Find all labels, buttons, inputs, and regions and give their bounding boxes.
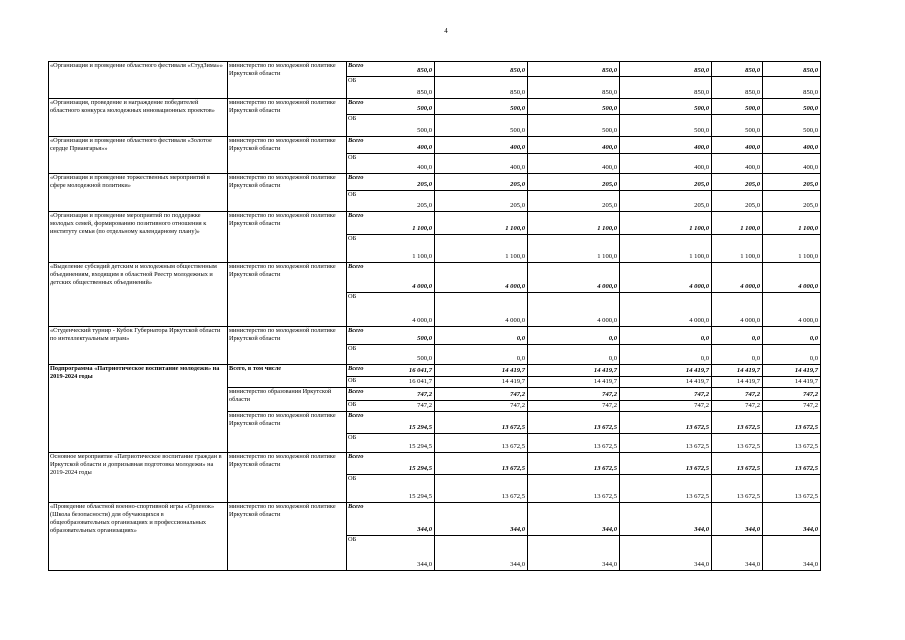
value-cell: 15 294,5	[408, 465, 432, 472]
value-cell: 747,2	[602, 402, 617, 409]
value-cell: 13 672,5	[794, 465, 818, 472]
value-cell: 747,2	[694, 391, 709, 398]
value-cell: 1 100,0	[740, 253, 760, 260]
total-label: Всего	[348, 412, 364, 419]
budget-label: ОБ	[348, 191, 357, 198]
value-cell: 400,0	[803, 164, 818, 171]
value-cell: 13 672,5	[593, 493, 617, 500]
value-cell: 400,0	[803, 144, 818, 151]
value-cell: 4 000,0	[689, 317, 709, 324]
value-cell: 400,0	[602, 164, 617, 171]
table-rule	[346, 535, 821, 536]
value-cell: 13 672,5	[736, 493, 760, 500]
value-cell: 0,0	[516, 355, 525, 362]
row-name: Основное мероприятие «Патриотическое воспитание граждан в Иркутской области и допризывная подготовка молодежи» на 2019-2024 годы	[50, 453, 222, 476]
value-cell: 13 672,5	[501, 465, 525, 472]
row-name: «Выделение субсидий детским и молодежным общественным объединениям, входящим в областной Реестр молодежных и детских общественных объединений»	[50, 263, 217, 286]
total-label: Всего	[348, 327, 364, 334]
total-label: Всего	[348, 62, 364, 69]
value-cell: 13 672,5	[794, 424, 818, 431]
value-cell: 0,0	[608, 355, 617, 362]
table-rule	[346, 400, 821, 401]
value-cell: 205,0	[602, 181, 617, 188]
value-cell: 344,0	[694, 526, 709, 533]
budget-label: ОБ	[348, 293, 357, 300]
value-cell: 13 672,5	[794, 493, 818, 500]
row-executor: министерство по молодежной политике Иркутской области	[229, 99, 336, 114]
value-cell: 0,0	[608, 335, 617, 342]
row-name: «Организация, проведение и награждение победителей областного конкурса молодежных инновационных проектов»	[50, 99, 215, 114]
value-cell: 14 419,7	[685, 367, 709, 374]
value-cell: 400,0	[417, 164, 432, 171]
value-cell: 1 100,0	[798, 225, 818, 232]
row-name: «Организация и проведение областного фестиваля «Золотое сердце Приангарья»»	[50, 137, 212, 152]
value-cell: 500,0	[803, 127, 818, 134]
value-cell: 850,0	[602, 67, 617, 74]
table-rule	[434, 61, 435, 570]
value-cell: 0,0	[751, 335, 760, 342]
value-cell: 0,0	[700, 335, 709, 342]
value-cell: 500,0	[694, 127, 709, 134]
row-executor: министерство по молодежной политике Иркутской области	[229, 412, 336, 427]
table-rule	[346, 376, 821, 377]
value-cell: 344,0	[510, 561, 525, 568]
value-cell: 344,0	[602, 526, 617, 533]
row-executor: министерство по молодежной политике Иркутской области	[229, 212, 336, 227]
value-cell: 1 100,0	[597, 225, 617, 232]
total-label: Всего	[348, 174, 364, 181]
total-label: Всего	[348, 212, 364, 219]
value-cell: 13 672,5	[593, 443, 617, 450]
value-cell: 205,0	[417, 181, 432, 188]
value-cell: 0,0	[700, 355, 709, 362]
value-cell: 205,0	[417, 202, 432, 209]
value-cell: 205,0	[745, 181, 760, 188]
value-cell: 4 000,0	[505, 283, 525, 290]
value-cell: 15 294,5	[408, 424, 432, 431]
value-cell: 500,0	[745, 105, 760, 112]
value-cell: 4 000,0	[740, 317, 760, 324]
value-cell: 500,0	[417, 355, 432, 362]
row-executor: Всего, в том числе	[229, 365, 282, 372]
value-cell: 13 672,5	[736, 424, 760, 431]
value-cell: 344,0	[803, 526, 818, 533]
value-cell: 4 000,0	[689, 283, 709, 290]
value-cell: 500,0	[417, 105, 432, 112]
value-cell: 344,0	[417, 526, 432, 533]
value-cell: 400,0	[694, 164, 709, 171]
value-cell: 4 000,0	[798, 283, 818, 290]
value-cell: 0,0	[516, 335, 525, 342]
budget-label: ОБ	[348, 536, 357, 543]
value-cell: 344,0	[602, 561, 617, 568]
row-executor: министерство по молодежной политике Иркутской области	[229, 453, 336, 468]
value-cell: 1 100,0	[412, 225, 432, 232]
value-cell: 4 000,0	[597, 317, 617, 324]
value-cell: 14 419,7	[794, 367, 818, 374]
value-cell: 0,0	[751, 355, 760, 362]
value-cell: 205,0	[803, 202, 818, 209]
value-cell: 4 000,0	[505, 317, 525, 324]
value-cell: 344,0	[745, 526, 760, 533]
total-label: Всего	[348, 99, 364, 106]
value-cell: 850,0	[694, 67, 709, 74]
value-cell: 13 672,5	[685, 443, 709, 450]
value-cell: 344,0	[417, 561, 432, 568]
value-cell: 1 100,0	[505, 225, 525, 232]
value-cell: 344,0	[745, 561, 760, 568]
table-rule	[346, 114, 821, 115]
table-rule	[346, 344, 821, 345]
value-cell: 1 100,0	[798, 253, 818, 260]
total-label: Всего	[348, 388, 364, 395]
value-cell: 500,0	[417, 335, 432, 342]
row-name: «Проведение областной военно-спортивной игры «Орленок» (Школа безопасности) для обучающихся в общеобразовательных организациях и профессиональных образовательных организациях»	[50, 503, 215, 534]
value-cell: 13 672,5	[593, 465, 617, 472]
table-rule	[346, 61, 347, 570]
value-cell: 500,0	[510, 105, 525, 112]
value-cell: 500,0	[602, 105, 617, 112]
value-cell: 850,0	[510, 67, 525, 74]
value-cell: 14 419,7	[685, 378, 709, 385]
value-cell: 14 419,7	[794, 378, 818, 385]
value-cell: 205,0	[602, 202, 617, 209]
value-cell: 400,0	[510, 144, 525, 151]
value-cell: 1 100,0	[689, 225, 709, 232]
row-name: Подпрограмма «Патриотическое воспитание молодежи» на 2019-2024 годы	[50, 365, 220, 380]
value-cell: 0,0	[809, 355, 818, 362]
row-name: «Организация и проведение торжественных мероприятий в сфере молодежной политики»	[50, 174, 210, 189]
table-rule	[346, 433, 821, 434]
value-cell: 16 041,7	[408, 367, 432, 374]
row-executor: министерство по молодежной политике Иркутской области	[229, 503, 336, 518]
table-rule	[346, 76, 821, 77]
value-cell: 500,0	[694, 105, 709, 112]
value-cell: 14 419,7	[501, 378, 525, 385]
value-cell: 344,0	[803, 561, 818, 568]
value-cell: 4 000,0	[412, 283, 432, 290]
value-cell: 13 672,5	[736, 443, 760, 450]
row-executor: министерство по молодежной политике Иркутской области	[229, 137, 336, 152]
value-cell: 205,0	[745, 202, 760, 209]
value-cell: 850,0	[417, 89, 432, 96]
value-cell: 400,0	[694, 144, 709, 151]
total-label: Всего	[348, 365, 364, 372]
table-rule	[820, 61, 821, 570]
value-cell: 13 672,5	[685, 465, 709, 472]
table-rule	[48, 61, 49, 570]
value-cell: 747,2	[803, 391, 818, 398]
budget-label: ОБ	[348, 77, 357, 84]
value-cell: 13 672,5	[736, 465, 760, 472]
budget-label: ОБ	[348, 434, 357, 441]
budget-label: ОБ	[348, 401, 357, 408]
value-cell: 205,0	[510, 202, 525, 209]
value-cell: 14 419,7	[736, 378, 760, 385]
value-cell: 850,0	[602, 89, 617, 96]
row-name: «Организация и проведение мероприятий по поддержке молодых семей, формированию позитивного отношения к институту семьи (по отдельному календарному плану)»	[50, 212, 207, 235]
budget-label: ОБ	[348, 115, 357, 122]
value-cell: 747,2	[510, 391, 525, 398]
value-cell: 747,2	[803, 402, 818, 409]
value-cell: 14 419,7	[593, 378, 617, 385]
value-cell: 500,0	[417, 127, 432, 134]
budget-label: ОБ	[348, 377, 357, 384]
row-name: «Студенческий турнир - Кубок Губернатора Иркутской области по интеллектуальным играм»	[50, 327, 221, 342]
budget-label: ОБ	[348, 235, 357, 242]
value-cell: 13 672,5	[501, 443, 525, 450]
table-rule	[619, 61, 620, 570]
table-rule	[48, 570, 821, 571]
value-cell: 500,0	[803, 105, 818, 112]
value-cell: 13 672,5	[794, 443, 818, 450]
value-cell: 850,0	[694, 89, 709, 96]
value-cell: 400,0	[510, 164, 525, 171]
table-rule	[527, 61, 528, 570]
budget-label: ОБ	[348, 475, 357, 482]
table-rule	[346, 153, 821, 154]
row-executor: министерство по молодежной политике Иркутской области	[229, 327, 336, 342]
value-cell: 1 100,0	[412, 253, 432, 260]
value-cell: 205,0	[694, 202, 709, 209]
value-cell: 500,0	[745, 127, 760, 134]
value-cell: 344,0	[694, 561, 709, 568]
value-cell: 850,0	[745, 89, 760, 96]
budget-label: ОБ	[348, 345, 357, 352]
value-cell: 747,2	[510, 402, 525, 409]
value-cell: 400,0	[745, 144, 760, 151]
value-cell: 4 000,0	[597, 283, 617, 290]
page-number: 4	[444, 27, 448, 35]
value-cell: 13 672,5	[501, 493, 525, 500]
value-cell: 747,2	[694, 402, 709, 409]
value-cell: 747,2	[745, 402, 760, 409]
table-rule	[227, 61, 228, 570]
value-cell: 13 672,5	[685, 493, 709, 500]
value-cell: 205,0	[803, 181, 818, 188]
row-executor: министерство по молодежной политике Иркутской области	[229, 263, 336, 278]
value-cell: 344,0	[510, 526, 525, 533]
value-cell: 500,0	[602, 127, 617, 134]
budget-label: ОБ	[348, 154, 357, 161]
value-cell: 850,0	[745, 67, 760, 74]
total-label: Всего	[348, 137, 364, 144]
value-cell: 850,0	[417, 67, 432, 74]
value-cell: 4 000,0	[740, 283, 760, 290]
value-cell: 850,0	[510, 89, 525, 96]
value-cell: 747,2	[417, 391, 432, 398]
row-executor: министерство образования Иркутской области	[229, 388, 332, 403]
total-label: Всего	[348, 503, 364, 510]
value-cell: 15 294,5	[408, 493, 432, 500]
value-cell: 850,0	[803, 89, 818, 96]
total-label: Всего	[348, 263, 364, 270]
value-cell: 205,0	[694, 181, 709, 188]
value-cell: 1 100,0	[505, 253, 525, 260]
value-cell: 15 294,5	[408, 443, 432, 450]
table-rule	[346, 234, 821, 235]
row-name: «Организация и проведение областного фестиваля «СтудЗима»»	[50, 62, 223, 69]
table-rule	[346, 190, 821, 191]
row-executor: министерство по молодежной политике Иркутской области	[229, 174, 336, 189]
value-cell: 14 419,7	[501, 367, 525, 374]
value-cell: 0,0	[809, 335, 818, 342]
total-label: Всего	[348, 453, 364, 460]
value-cell: 500,0	[510, 127, 525, 134]
value-cell: 16 041,7	[408, 378, 432, 385]
value-cell: 13 672,5	[593, 424, 617, 431]
value-cell: 400,0	[745, 164, 760, 171]
value-cell: 850,0	[803, 67, 818, 74]
value-cell: 400,0	[417, 144, 432, 151]
value-cell: 1 100,0	[740, 225, 760, 232]
table-rule	[346, 474, 821, 475]
value-cell: 400,0	[602, 144, 617, 151]
value-cell: 13 672,5	[685, 424, 709, 431]
value-cell: 747,2	[417, 402, 432, 409]
value-cell: 14 419,7	[736, 367, 760, 374]
value-cell: 14 419,7	[593, 367, 617, 374]
row-executor: министерство по молодежной политике Иркутской области	[229, 62, 336, 77]
value-cell: 747,2	[602, 391, 617, 398]
value-cell: 205,0	[510, 181, 525, 188]
table-rule	[346, 292, 821, 293]
value-cell: 13 672,5	[501, 424, 525, 431]
value-cell: 4 000,0	[798, 317, 818, 324]
value-cell: 1 100,0	[689, 253, 709, 260]
value-cell: 747,2	[745, 391, 760, 398]
value-cell: 1 100,0	[597, 253, 617, 260]
value-cell: 4 000,0	[412, 317, 432, 324]
